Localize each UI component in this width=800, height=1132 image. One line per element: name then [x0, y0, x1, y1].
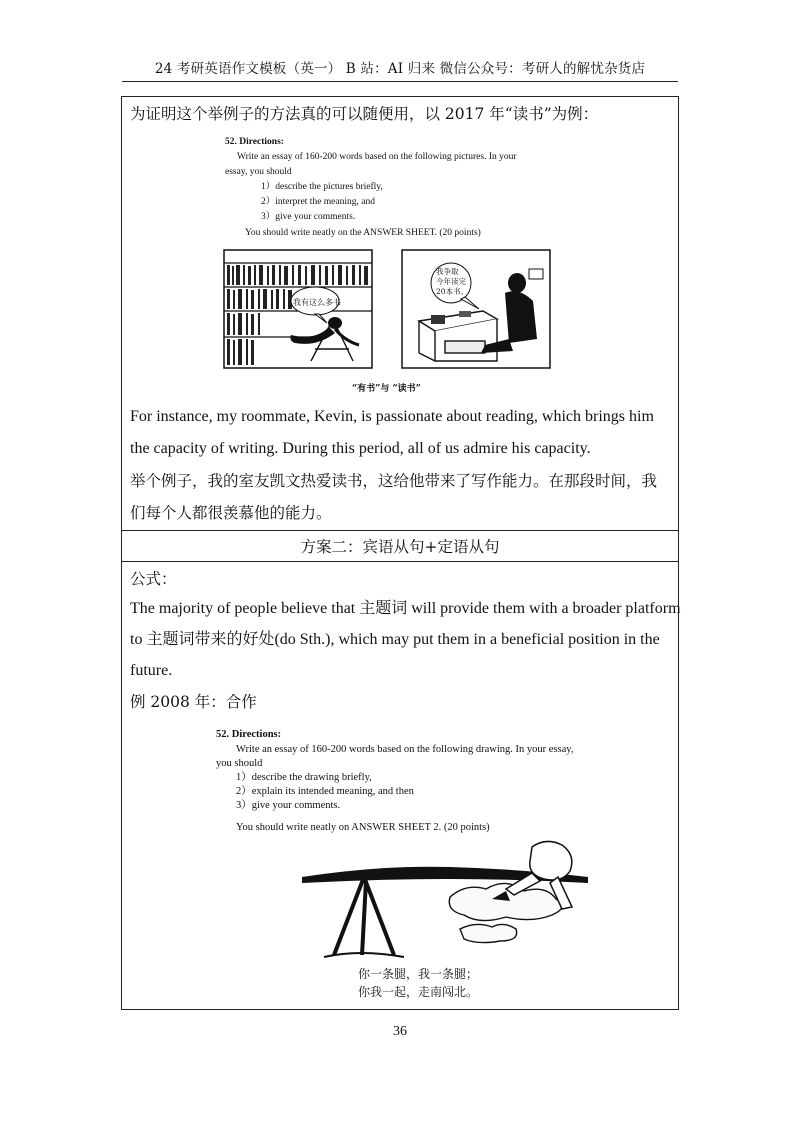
directions-line: Write an essay of 160-200 words based on the following pictures. In your — [237, 152, 517, 162]
figure-caption — [358, 965, 478, 1001]
cartoon-bookshelf — [223, 249, 373, 369]
bubble-text-left: 我有这么多书 — [293, 298, 341, 307]
intro-text: 为证明这个举例子的方法真的可以随便用，以 2017 年“读书”为例： — [130, 105, 599, 123]
content-table — [121, 96, 679, 1010]
cartoon-desk — [401, 249, 551, 369]
row-divider — [122, 530, 678, 531]
directions-step: 1）describe the drawing briefly, — [236, 772, 372, 783]
page-header: 24 考研英语作文模板（英一） B 站：AI 归来 微信公众号：考研人的解忧杂货店 — [154, 61, 646, 77]
directions-step: 1）describe the pictures briefly, — [261, 182, 383, 192]
directions-heading: 52. Directions: — [216, 729, 282, 740]
bubble-line: 我争取 — [436, 267, 459, 276]
directions-line: you should — [216, 758, 263, 769]
caption-line: 你一条腿，我一条腿； — [358, 967, 479, 981]
bubble-line: 今年读完 — [436, 277, 466, 286]
example-label: 例 2008 年：合作 — [130, 693, 257, 711]
example-cn-line: 举个例子，我的室友凯文热爱读书，这给他带来了写作能力。在那段时间，我 — [130, 472, 658, 490]
formula-line: The majority of people believe that 主题词 will provide them with a broader platform — [130, 600, 681, 617]
bubble-text-right — [436, 267, 468, 297]
section2-title: 方案二：宾语从句+定语从句 — [300, 538, 500, 556]
directions-step: 3）give your comments. — [236, 800, 341, 811]
formula-line: future. — [130, 662, 173, 679]
example-en-line: the capacity of writing. During this period, all of us admire his capacity. — [130, 440, 591, 457]
caption-line: 你我一起，走南闯北。 — [358, 985, 479, 999]
directions-step: 3）give your comments. — [261, 212, 356, 222]
directions-note: You should write neatly on ANSWER SHEET 2. (20 points) — [236, 822, 490, 833]
row-divider — [122, 561, 678, 562]
formula-line: to 主题词带来的好处(do Sth.), which may put them in a beneficial position in the — [130, 631, 660, 648]
directions-line: essay, you should — [225, 167, 292, 177]
header-rule — [122, 81, 678, 82]
directions-line: Write an essay of 160-200 words based on the following drawing. In your essay, — [236, 744, 574, 755]
figure-2017 — [217, 131, 557, 399]
figure-caption: “有书”与 “读书” — [352, 384, 421, 394]
page-number: 36 — [393, 1024, 407, 1039]
cartoon-cooperation — [300, 837, 590, 963]
example-cn-line: 们每个人都很羡慕他的能力。 — [130, 504, 332, 522]
bubble-line: 20本书。 — [436, 287, 469, 296]
directions-note: You should write neatly on the ANSWER SHEET. (20 points) — [245, 228, 481, 238]
directions-step: 2）explain its intended meaning, and then — [236, 786, 414, 797]
example-en-line: For instance, my roommate, Kevin, is passionate about reading, which brings him — [130, 408, 654, 425]
formula-label: 公式： — [130, 570, 177, 588]
directions-heading: 52. Directions: — [225, 137, 284, 147]
figure-2008 — [210, 725, 595, 1005]
directions-step: 2）interpret the meaning, and — [261, 197, 375, 207]
